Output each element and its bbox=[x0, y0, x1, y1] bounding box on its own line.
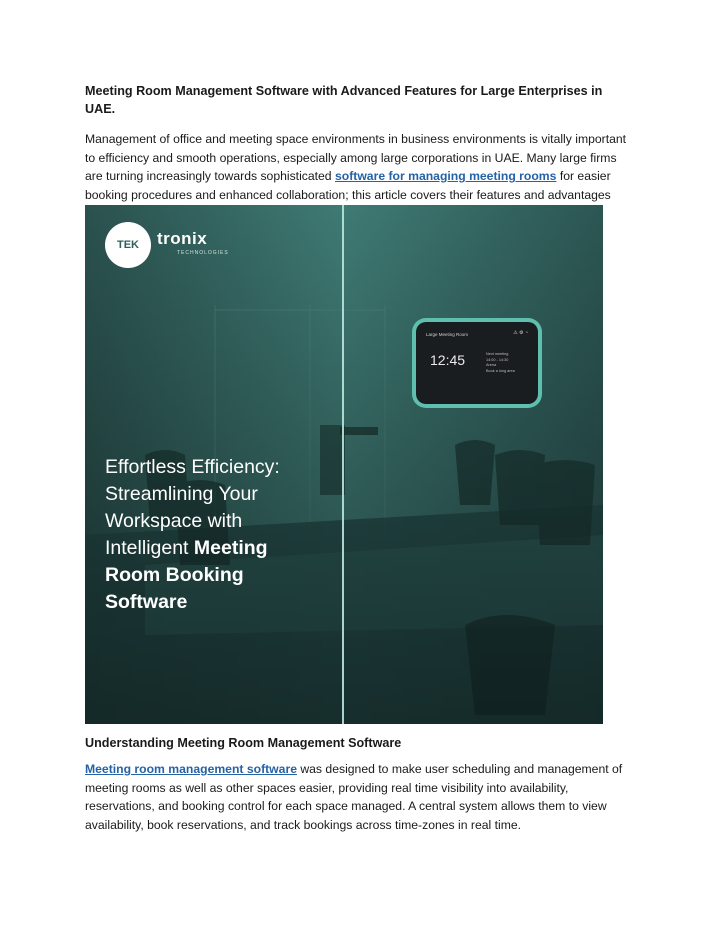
headline-plain-part: Intelligent bbox=[105, 537, 194, 559]
tablet-status-icons: ⚠ ⚙ ◔ bbox=[513, 330, 528, 336]
booking-tablet bbox=[412, 318, 542, 408]
headline-line: Streamlining Your bbox=[105, 483, 258, 505]
tablet-clock: 12:45 bbox=[430, 352, 466, 368]
section-heading: Understanding Meeting Room Management Software bbox=[85, 736, 402, 750]
article-title: Meeting Room Management Software with Advanced Features for Large Enterprises in UAE. bbox=[85, 84, 603, 116]
headline-bold-line: Software bbox=[105, 591, 188, 613]
tablet-line: Next meeting bbox=[486, 352, 509, 356]
tablet-screen bbox=[416, 322, 538, 404]
section-paragraph bbox=[85, 760, 635, 834]
tablet-line: Book a long area bbox=[486, 368, 515, 373]
headline-line-mixed bbox=[105, 535, 365, 562]
tablet-room-name: Large Meeting Room bbox=[426, 332, 469, 337]
tablet-line: 14:00 - 14:30 bbox=[486, 357, 509, 362]
hero-headline bbox=[105, 454, 365, 616]
section-text: was designed to make user scheduling and management of meeting rooms as well as other spaces easier, providing real time visibility into availability, reservations, and booking control for each space managed. A central system allows them to view availability, book reservations, and track bookings across time-zones in real time. bbox=[85, 762, 623, 832]
logo-circle bbox=[105, 222, 151, 268]
hero-image bbox=[85, 205, 603, 724]
section-body bbox=[85, 760, 635, 834]
intro-text-end: for easier booking procedures and enhanced collaboration; this article covers their features and advantages bbox=[85, 169, 611, 202]
logo-word: tronix bbox=[157, 229, 208, 248]
meeting-room-management-software-link[interactable]: Meeting room management software bbox=[85, 762, 297, 776]
headline-line: Workspace with bbox=[105, 510, 243, 532]
headline-bold-part: Meeting bbox=[193, 537, 268, 559]
intro-text-start: Management of office and meeting space environments in business environments is vitally important to efficiency and smooth operations, especially among large corporations in UAE. Many large firms are turning increasingly towards sophisticated bbox=[85, 132, 627, 183]
headline-line: Effortless Efficiency: bbox=[105, 456, 280, 478]
tablet-line: Arena bbox=[486, 363, 497, 367]
intro-section bbox=[85, 82, 635, 223]
logo-mark: TEK bbox=[117, 239, 139, 251]
tablet-schedule bbox=[486, 352, 515, 374]
headline-bold-line: Room Booking bbox=[105, 564, 244, 586]
logo-subtitle: TECHNOLOGIES bbox=[177, 250, 229, 256]
software-for-meeting-rooms-link[interactable]: software for managing meeting rooms bbox=[334, 169, 557, 183]
